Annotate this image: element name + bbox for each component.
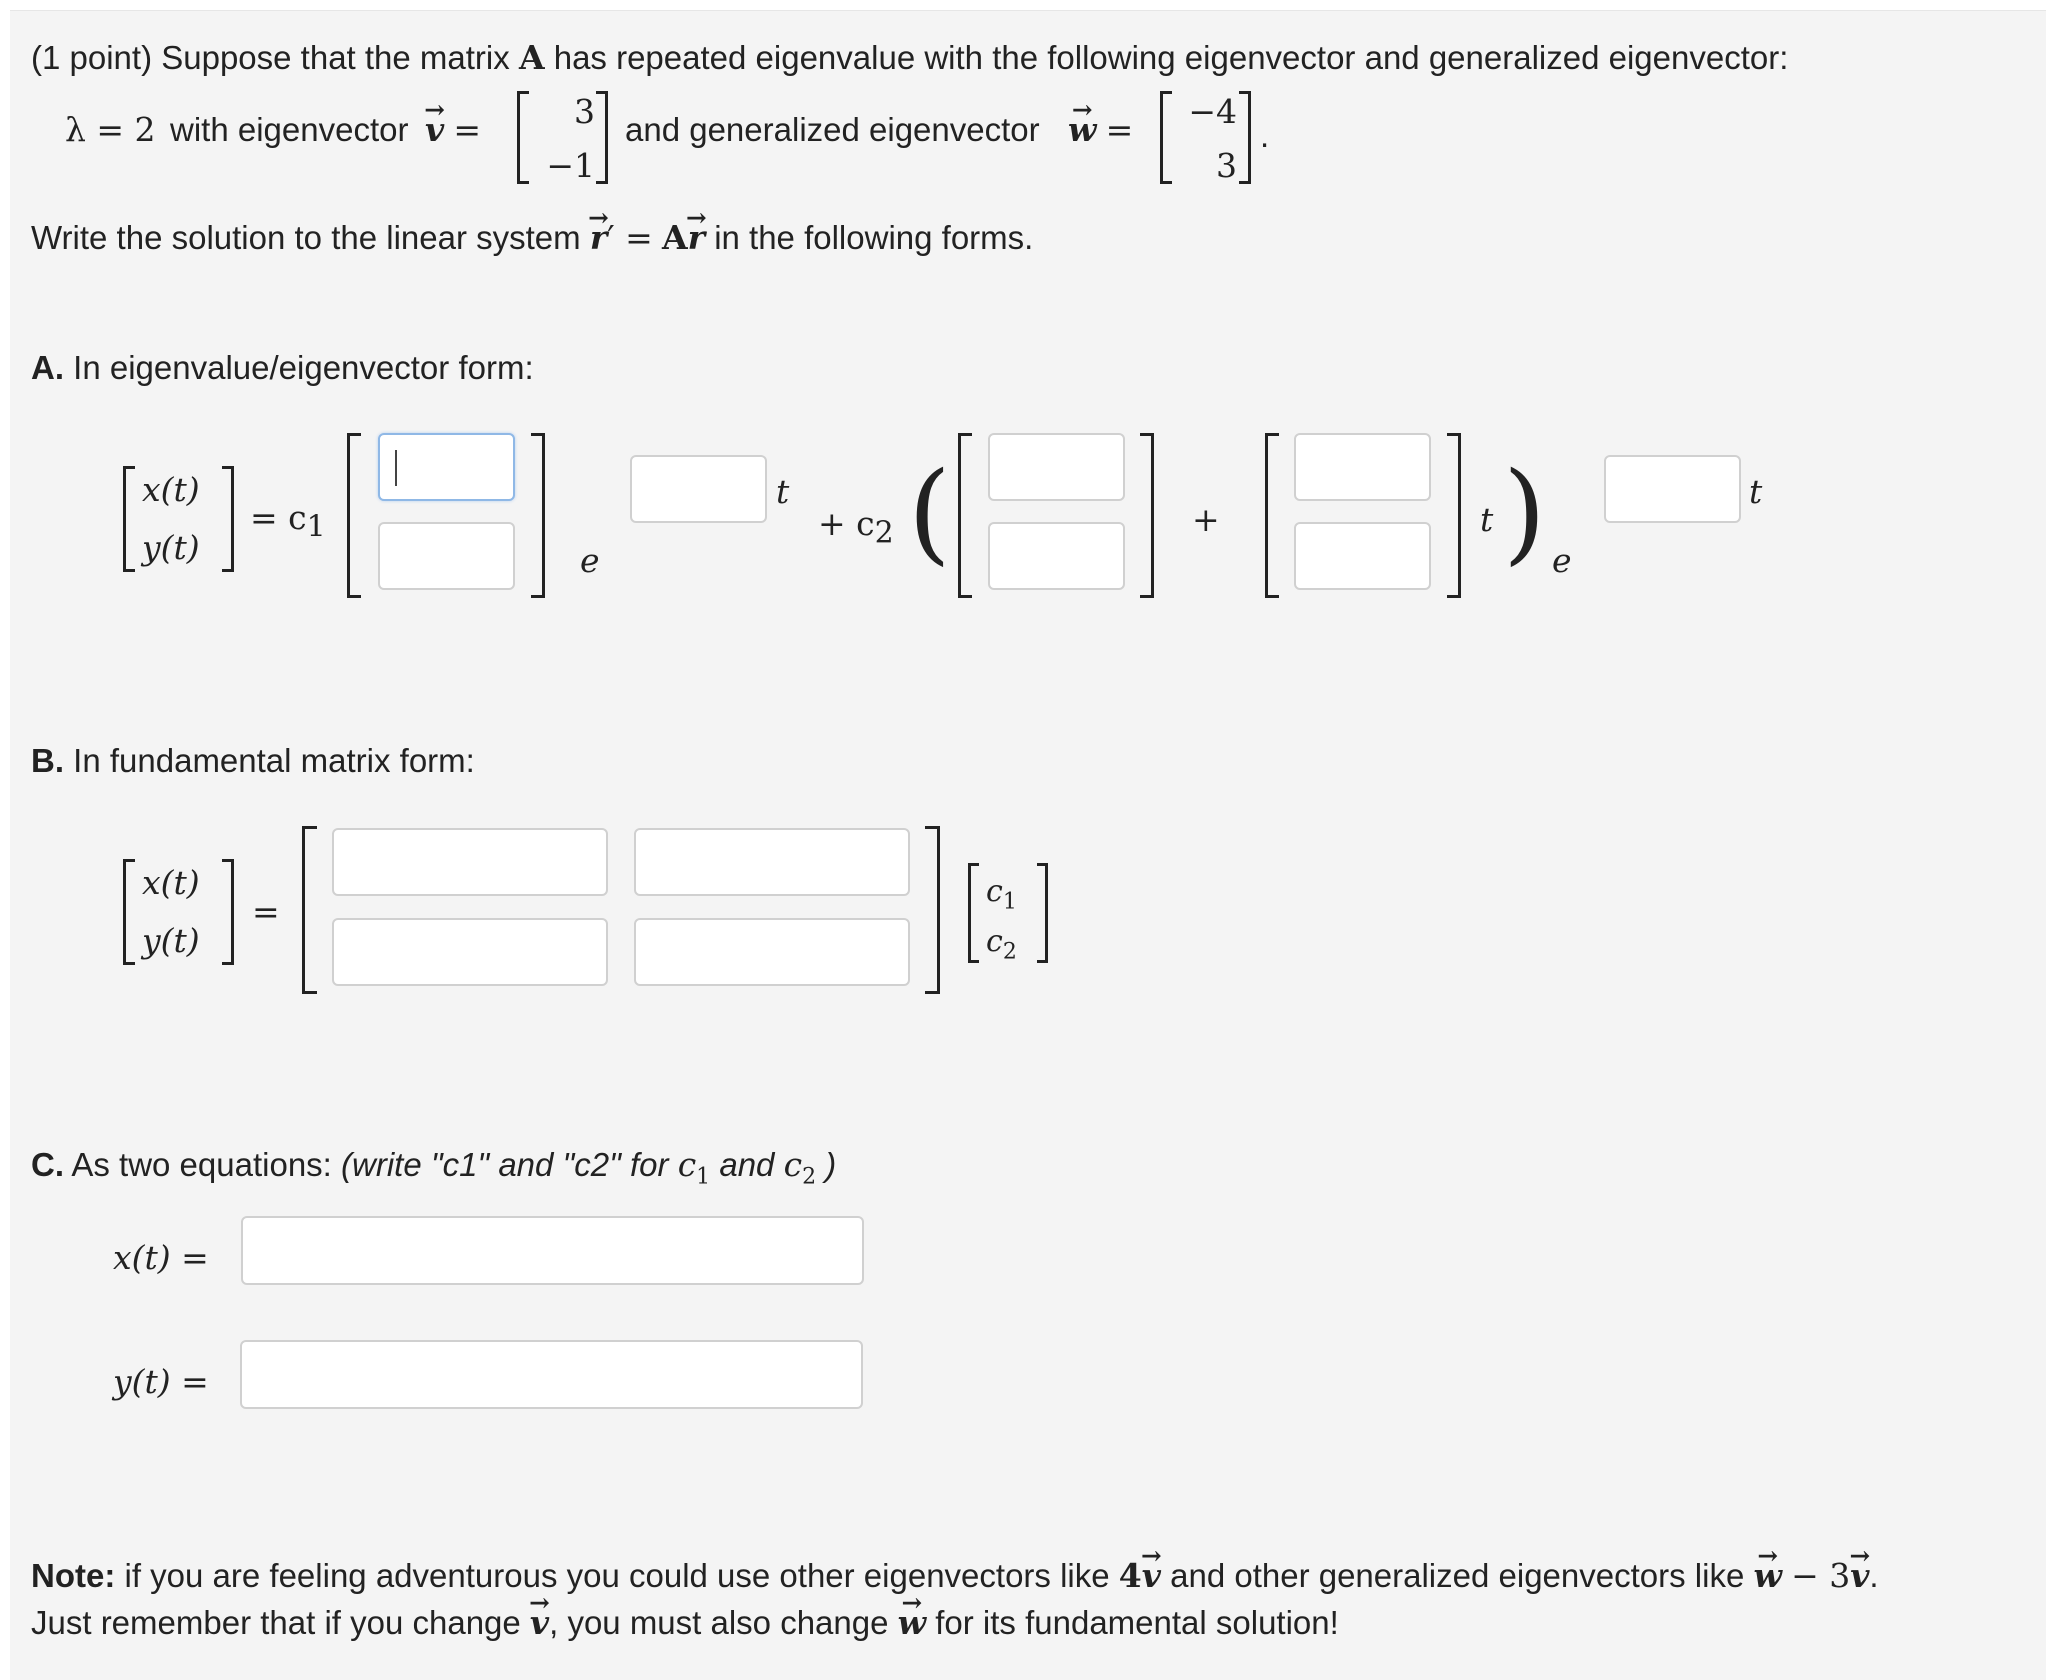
c1-subscript: 1	[1002, 889, 1017, 915]
eq-c: = c	[250, 498, 307, 537]
a-v1-top-input[interactable]	[378, 433, 515, 501]
intro-text: (1 point) Suppose that the matrix	[31, 39, 510, 76]
v-vector-label	[425, 110, 482, 149]
b-c-left-bracket	[968, 863, 979, 963]
part-c-heading-text: As two equations:	[71, 1146, 332, 1183]
note-w-symbol-2: → w	[898, 1606, 926, 1639]
note-minus-three: − 3	[1791, 1556, 1851, 1595]
write-suffix: in the following forms.	[714, 219, 1034, 256]
note-line2-c: for its fundamental solution!	[935, 1604, 1339, 1641]
w-vector-label	[1068, 110, 1134, 149]
write-prefix: Write the solution to the linear system	[31, 219, 581, 256]
a-xy-left-bracket	[123, 466, 135, 572]
intro-line	[31, 38, 1789, 77]
b-matrix-21-input[interactable]	[332, 918, 608, 986]
c-letter: c	[986, 874, 1003, 909]
b-matrix-right-bracket	[925, 826, 940, 994]
note-v-symbol: → v	[1142, 1559, 1161, 1592]
hint-c2: c	[783, 1145, 803, 1184]
v-left-bracket	[517, 91, 529, 184]
note-v-symbol-2: → v	[1850, 1559, 1869, 1592]
a-v3-left-bracket	[1265, 433, 1279, 598]
w-right-bracket	[1239, 91, 1251, 184]
hint-c1: c	[677, 1145, 697, 1184]
hint-close: )	[825, 1146, 837, 1183]
and-generalized-text: and generalized eigenvector	[625, 111, 1040, 148]
text-caret	[395, 450, 397, 486]
a-eq-c1	[250, 498, 326, 545]
part-c-label: C.	[31, 1146, 64, 1183]
c2-subscript: 2	[874, 515, 894, 551]
a-exponent-2-input[interactable]	[1604, 455, 1741, 523]
note-line-2	[31, 1603, 1339, 1642]
part-b-label: B.	[31, 742, 64, 779]
a-v1-right-bracket	[531, 433, 545, 598]
b-y-of-t: y(t)	[142, 921, 200, 960]
note-w-symbol: → w	[1753, 1559, 1781, 1592]
a-xy-right-bracket	[222, 466, 234, 572]
note-line2-a: Just remember that if you change	[31, 1604, 521, 1641]
a-v1-left-bracket	[347, 433, 361, 598]
v-symbol: → v	[425, 113, 444, 146]
c-x-label: x(t) =	[113, 1238, 209, 1277]
hint-prefix: (write "c1" and "c2" for	[341, 1146, 669, 1183]
lambda-value: λ = 2	[65, 110, 156, 149]
a-t-symbol-1: t	[776, 472, 790, 511]
b-matrix-22-input[interactable]	[634, 918, 910, 986]
a-v3-right-bracket	[1447, 433, 1461, 598]
r-symbol-2: → r	[688, 221, 705, 254]
prime-equals: ′ =	[607, 218, 653, 257]
note-four: 4	[1118, 1556, 1142, 1595]
part-a-heading-text: In eigenvalue/eigenvector form:	[73, 349, 534, 386]
a-t-symbol-3: t	[1749, 472, 1763, 511]
write-solution-line	[31, 218, 1034, 257]
note-line1-a: if you are feeling adventurous you could use other eigenvectors like	[124, 1557, 1110, 1594]
a-e-symbol-1: e	[580, 541, 600, 580]
a-v2-left-bracket	[958, 433, 972, 598]
plus-c: + c	[818, 504, 875, 543]
b-c1	[986, 873, 1017, 914]
a-x-of-t: x(t)	[142, 470, 200, 509]
b-xy-right-bracket	[222, 859, 234, 965]
equals-sign: =	[1105, 110, 1134, 149]
part-c-hint	[341, 1145, 837, 1190]
a-v2-right-bracket	[1140, 433, 1154, 598]
problem-panel	[10, 10, 2046, 1680]
note-v-symbol-3: → v	[530, 1606, 549, 1639]
a-right-paren: )	[1503, 448, 1546, 576]
a-v3-top-input[interactable]	[1294, 433, 1431, 501]
a-y-of-t: y(t)	[142, 528, 200, 567]
b-c2	[986, 923, 1017, 964]
a-exponent-1-input[interactable]	[630, 455, 767, 523]
v-right-bracket	[596, 91, 608, 184]
b-equals: =	[252, 892, 280, 931]
intro-rest-text: has repeated eigenvalue with the following eigenvector and generalized eigenvector:	[553, 39, 1789, 76]
c-y-input[interactable]	[240, 1340, 863, 1409]
a-e-symbol-2: e	[1552, 541, 1572, 580]
c-y-label: y(t) =	[113, 1362, 209, 1401]
b-matrix-11-input[interactable]	[332, 828, 608, 896]
b-matrix-left-bracket	[302, 826, 317, 994]
equals-sign: =	[453, 110, 482, 149]
w-entry-bottom: 3	[1216, 146, 1237, 185]
a-v2-top-input[interactable]	[988, 433, 1125, 501]
a-plus-sign: +	[1192, 500, 1220, 539]
v-entry-bottom: −1	[546, 146, 595, 185]
part-a-heading	[31, 351, 534, 384]
period: .	[1260, 117, 1270, 154]
a-v3-bottom-input[interactable]	[1294, 522, 1431, 590]
part-b-heading	[31, 744, 475, 777]
w-symbol: → w	[1068, 113, 1096, 146]
note-line1-b: and other generalized eigenvectors like	[1170, 1557, 1745, 1594]
hint-c1-subscript: 1	[696, 1164, 711, 1190]
r-symbol: → r	[590, 221, 607, 254]
w-left-bracket	[1160, 91, 1172, 184]
b-c-right-bracket	[1037, 863, 1048, 963]
a-plus-c2	[818, 504, 894, 551]
c-letter: c	[986, 924, 1003, 959]
b-x-of-t: x(t)	[142, 863, 200, 902]
with-eigenvector-text: with eigenvector	[170, 111, 409, 148]
part-a-label: A.	[31, 349, 64, 386]
w-entry-top: −4	[1188, 92, 1237, 131]
note-period: .	[1869, 1557, 1879, 1594]
a-left-paren: (	[908, 448, 951, 576]
b-matrix-12-input[interactable]	[634, 828, 910, 896]
hint-c2-subscript: 2	[802, 1164, 817, 1190]
b-xy-left-bracket	[123, 859, 135, 965]
a-t-symbol-2: t	[1480, 500, 1494, 539]
v-entry-top: 3	[574, 92, 595, 131]
a-v2-bottom-input[interactable]	[988, 522, 1125, 590]
hint-and: and	[719, 1146, 775, 1183]
c-x-input[interactable]	[241, 1216, 864, 1285]
c2-subscript: 2	[1002, 939, 1017, 965]
note-label: Note:	[31, 1557, 116, 1594]
note-line2-b: , you must also change	[549, 1604, 889, 1641]
part-b-heading-text: In fundamental matrix form:	[73, 742, 475, 779]
note-line-1	[31, 1556, 1879, 1595]
a-v1-bottom-input[interactable]	[378, 522, 515, 590]
part-c-heading	[31, 1145, 837, 1190]
matrix-symbol: A	[518, 38, 545, 77]
c1-subscript: 1	[306, 509, 326, 545]
A-symbol: A	[662, 218, 688, 257]
